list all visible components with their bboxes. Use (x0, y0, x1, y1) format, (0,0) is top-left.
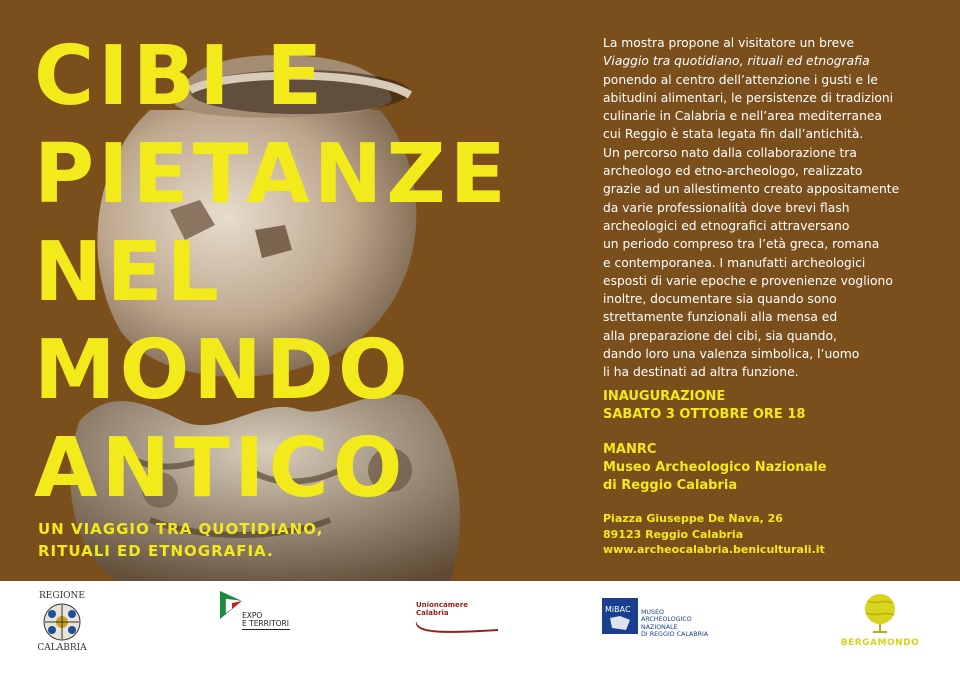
title-line: MONDO (34, 323, 412, 418)
street-address: Piazza Giuseppe De Nava, 26 (603, 512, 783, 525)
expo-line: EXPO (242, 611, 263, 620)
website-link[interactable]: www.archeocalabria.beniculturali.it (603, 543, 825, 556)
calabria-crest-icon (42, 602, 82, 642)
title-line: NEL (34, 225, 223, 320)
title-line: ANTICO (34, 421, 407, 516)
description-line: ponendo al centro dell’attenzione i gusti e le (603, 72, 878, 87)
description-line: da varie professionalità dove brevi flash (603, 200, 850, 215)
expo-territori-text (242, 612, 289, 628)
museo-line: ARCHEOLOGICO (641, 616, 692, 624)
address-info (603, 511, 825, 558)
unioncamere-text (416, 601, 468, 617)
venue-name: Museo Archeologico Nazionale (603, 460, 827, 475)
description-line: un periodo compreso tra l’età greca, romana (603, 237, 880, 252)
museo-text (641, 609, 708, 638)
inauguration-date: SABATO 3 OTTOBRE ORE 18 (603, 407, 806, 422)
description-line: archeologo ed etno-archeologo, realizzato (603, 164, 863, 179)
description-line: grazie ad un allestimento creato appositamente (603, 182, 900, 197)
venue-name: di Reggio Calabria (603, 478, 738, 493)
exhibition-title (34, 28, 510, 518)
inauguration-label: INAUGURAZIONE (603, 389, 726, 404)
bergamondo-label: BERGAMONDO (840, 638, 920, 648)
unioncamere-line: Calabria (416, 609, 449, 617)
subtitle-line: RITUALI ED ETNOGRAFIA. (38, 542, 274, 560)
description-line: strettamente funzionali alla mensa ed (603, 310, 838, 325)
exhibition-description (603, 34, 943, 382)
museo-badge-text: MiBAC (605, 605, 631, 614)
description-line: alla preparazione dei cibi, sia quando, (603, 328, 837, 343)
inauguration-info (603, 388, 805, 424)
description-line: dando loro una valenza simbolica, l’uomo (603, 347, 860, 362)
sponsor-footer (0, 581, 960, 676)
unioncamere-line: Unioncamere (416, 601, 468, 609)
description-line: cui Reggio è stata legata fin dall’antichità. (603, 127, 864, 142)
subtitle-line: UN VIAGGIO TRA QUOTIDIANO, (38, 520, 324, 538)
exhibition-subtitle (38, 518, 323, 562)
italy-flag-icon (220, 591, 242, 619)
description-line: Un percorso nato dalla collaborazione tra (603, 145, 857, 160)
description-line: inoltre, documentare sia quando sono (603, 292, 837, 307)
museo-badge-icon (602, 598, 638, 634)
museo-line: DI REGGIO CALABRIA (641, 630, 709, 638)
description-line: abitudini alimentari, le persistenze di tradizioni (603, 90, 894, 105)
museo-line: NAZIONALE (641, 623, 678, 631)
venue-acronym: MANRC (603, 442, 657, 457)
museo-line: MUSEO (641, 609, 664, 616)
city-address: 89123 Reggio Calabria (603, 527, 744, 541)
expo-line: E TERRITORI (242, 619, 289, 628)
description-line: e contemporanea. I manufatti archeologici (603, 255, 866, 270)
calabria-label: CALABRIA (37, 643, 87, 653)
venue-info (603, 441, 827, 495)
regione-label: REGIONE (39, 591, 85, 601)
description-line: li ha destinati ad altra funzione. (603, 365, 799, 380)
description-line: La mostra propone al visitatore un breve (603, 36, 855, 50)
description-line: archeologici ed etnografici attraversano (603, 218, 850, 233)
globe-icon (862, 591, 898, 635)
description-line (603, 52, 943, 70)
description-line: culinarie in Calabria e nell’area mediterranea (603, 109, 882, 124)
title-line: CIBI E (34, 29, 327, 124)
description-italic: Viaggio tra quotidiano, rituali ed etnografia (603, 54, 870, 69)
unioncamere-swoosh-icon (414, 617, 500, 635)
title-line: PIETANZE (34, 127, 510, 222)
description-line: esposti di varie epoche e provenienze vogliono (603, 273, 893, 288)
expo-underline (242, 629, 290, 632)
